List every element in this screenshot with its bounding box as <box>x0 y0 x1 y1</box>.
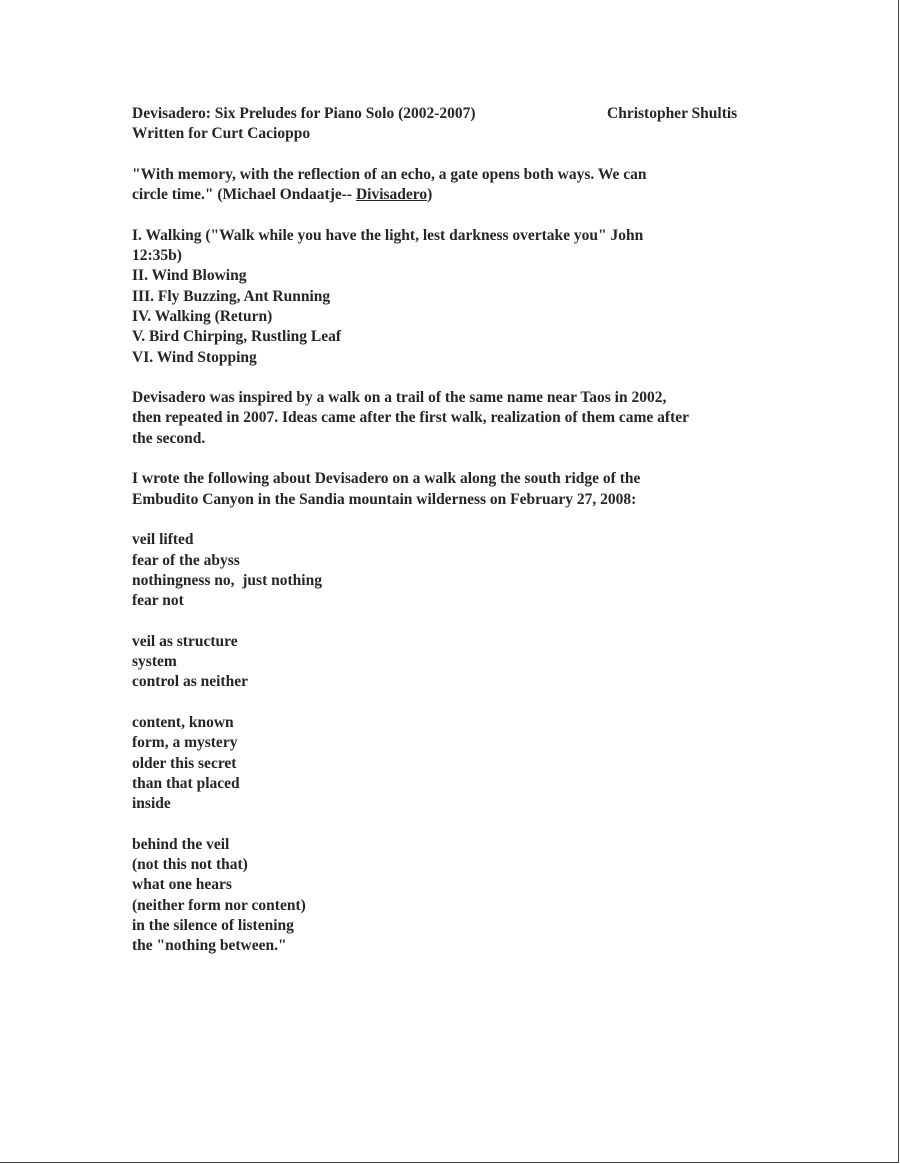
epigraph-line: "With memory, with the reflection of an echo, a gate opens both ways. We can <box>132 165 647 183</box>
movement-item: IV. Walking (Return) <box>132 307 273 325</box>
poem-line: fear not <box>132 592 184 610</box>
paragraph-line: Embudito Canyon in the Sandia mountain wilderness on February 27, 2008: <box>132 490 637 508</box>
movement-item: II. Wind Blowing <box>132 267 247 285</box>
epigraph-close: ) <box>427 186 433 204</box>
poem-line: inside <box>132 795 171 813</box>
poem-line: nothingness no, just nothing <box>132 571 322 589</box>
poem-stanza-1 <box>132 530 792 611</box>
document-body <box>132 104 792 956</box>
title-row <box>132 104 792 124</box>
movement-item: VI. Wind Stopping <box>132 348 257 366</box>
paragraph-line: Devisadero was inspired by a walk on a trail of the same name near Taos in 2002, <box>132 389 667 407</box>
poem-line: system <box>132 653 177 671</box>
poem-line: veil as structure <box>132 632 238 650</box>
poem-line: what one hears <box>132 876 232 894</box>
paragraph-line: the second. <box>132 429 206 447</box>
movement-item: V. Bird Chirping, Rustling Leaf <box>132 328 342 346</box>
movement-item: I. Walking ("Walk while you have the light, lest darkness overtake you" John <box>132 226 644 244</box>
document-title: Devisadero: Six Preludes for Piano Solo (2002-2007) <box>132 105 476 122</box>
paragraph-line: I wrote the following about Devisadero on a walk along the south ridge of the <box>132 470 641 488</box>
inspiration-paragraph <box>132 388 792 449</box>
poem-line: control as neither <box>132 673 248 691</box>
poem-line: the "nothing between." <box>132 937 287 955</box>
poem-line: content, known <box>132 713 234 731</box>
poem-stanza-4 <box>132 835 792 957</box>
movement-list <box>132 226 792 368</box>
paragraph-line: then repeated in 2007. Ideas came after the first walk, realization of them came after <box>132 409 690 427</box>
epigraph-line <box>132 185 792 205</box>
poem-stanza-2 <box>132 632 792 693</box>
poem-line: veil lifted <box>132 531 194 549</box>
epigraph-text: circle time." (Michael Ondaatje-- <box>132 186 356 204</box>
movement-item: III. Fly Buzzing, Ant Running <box>132 287 331 305</box>
walk-paragraph <box>132 469 792 510</box>
book-title: Divisadero <box>355 186 428 204</box>
poem-line: older this secret <box>132 754 237 772</box>
poem-line: (neither form nor content) <box>132 896 306 914</box>
poem-line: behind the veil <box>132 835 230 853</box>
poem-line: form, a mystery <box>132 734 238 752</box>
poem-line: fear of the abyss <box>132 551 240 569</box>
epigraph <box>132 165 792 206</box>
poem-line: in the silence of listening <box>132 916 294 934</box>
poem-stanza-3 <box>132 713 792 814</box>
author-name: Christopher Shultis <box>607 105 738 122</box>
movement-item: 12:35b) <box>132 247 182 265</box>
poem-line: (not this not that) <box>132 855 248 873</box>
poem-line: than that placed <box>132 774 240 792</box>
dedication: Written for Curt Cacioppo <box>132 125 311 143</box>
